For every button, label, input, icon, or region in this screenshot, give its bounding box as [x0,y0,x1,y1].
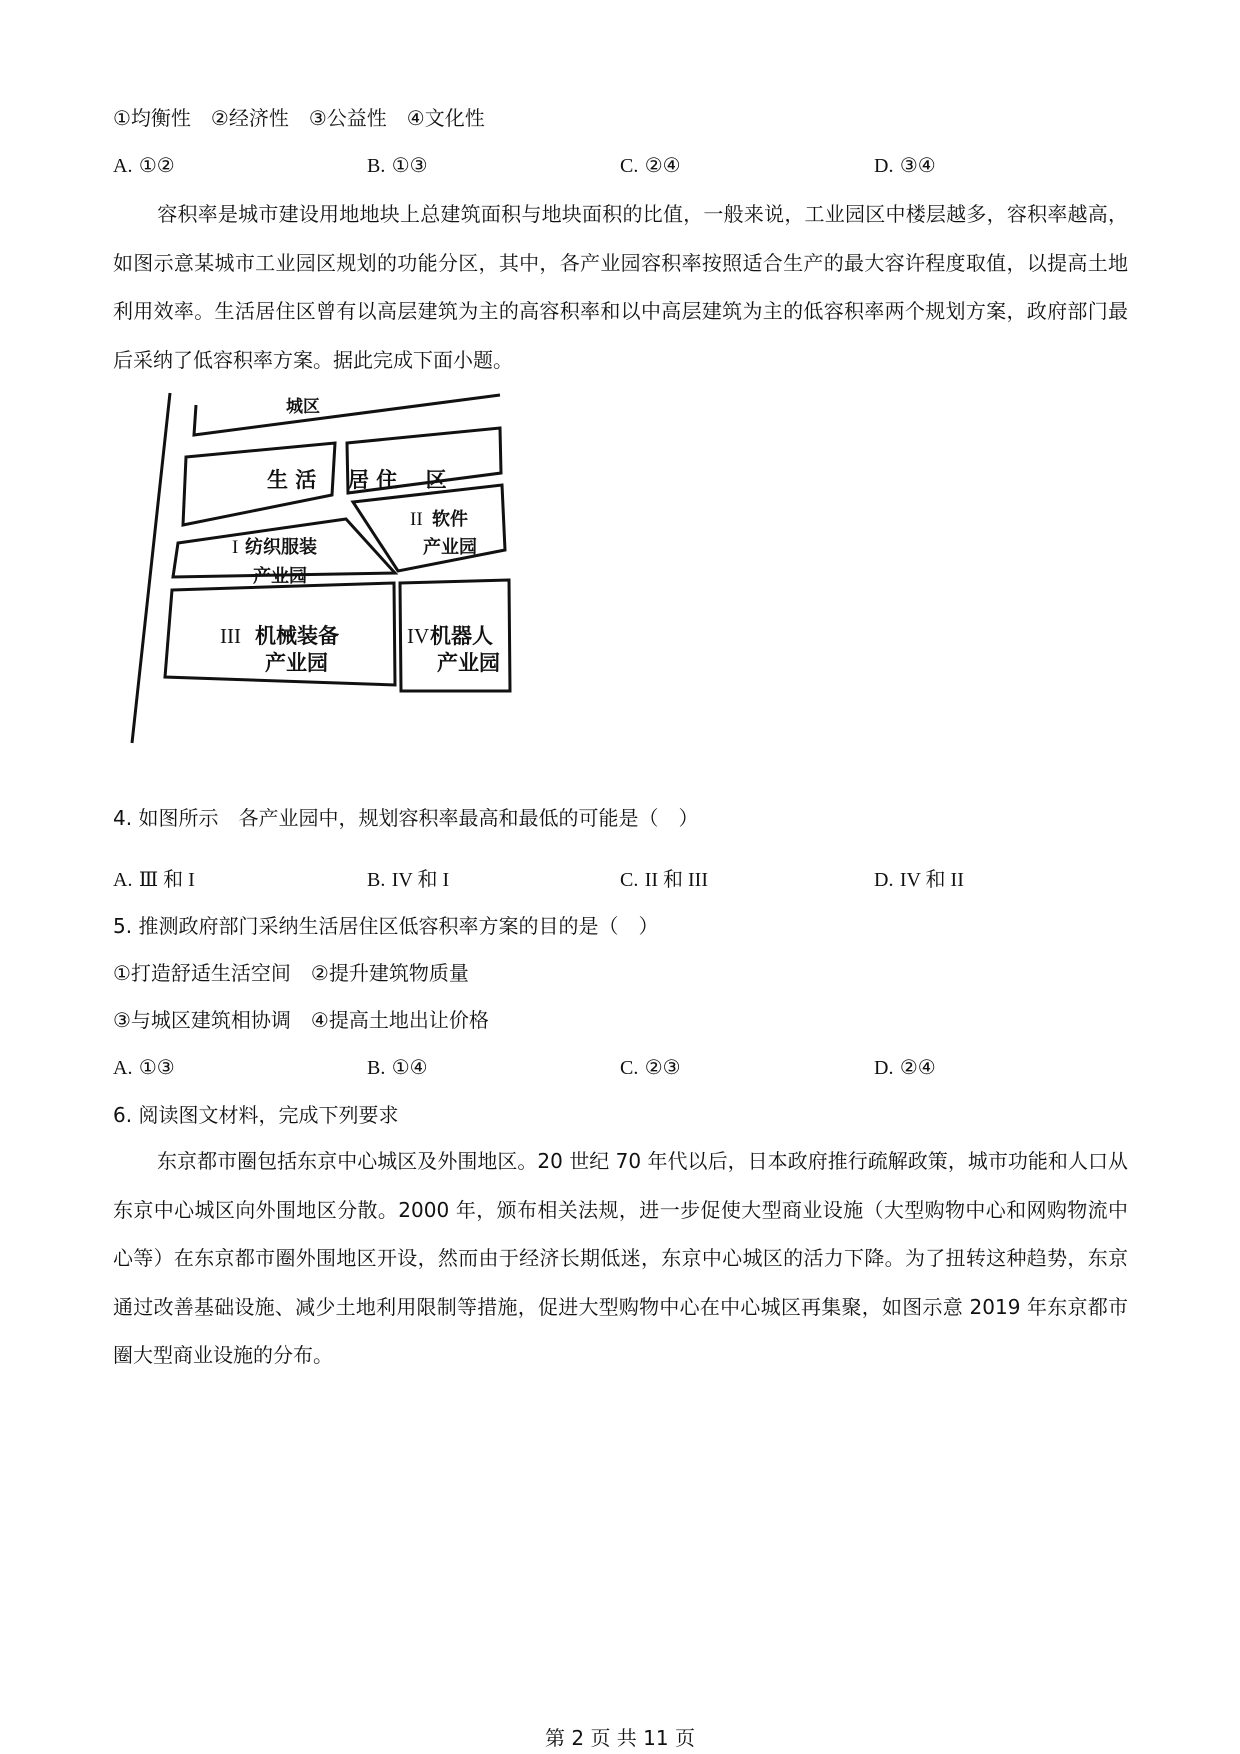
q5-option-b: B. ①④ [367,1055,428,1079]
industrial-park-diagram [110,385,530,745]
q6-stem: 6. 阅读图文材料，完成下列要求 [113,1103,399,1127]
q5-option-d: D. ②④ [874,1055,936,1079]
park-3-sub: 产业园 [265,651,328,675]
park-2-name: 软件 [432,509,468,530]
park-2-number: II [410,509,423,530]
q5-statements-2: ③与城区建筑相协调 ④提高土地出让价格 [113,1008,489,1032]
park-4-number: IV [407,624,430,648]
option-b: B. ①③ [367,153,428,177]
q4-option-a: A. Ⅲ 和 I [113,869,195,891]
park-3-name: 机械装备 [255,624,339,648]
q5-option-a: A. ①③ [113,1055,175,1079]
option-a: A. ①② [113,153,175,177]
q4-option-b: B. IV 和 I [367,869,450,891]
q6-material: 东京都市圈包括东京中心城区及外围地区。20 世纪 70 年代以后，日本政府推行疏解政策，城市功能和人口从东京中心城区向外围地区分散。2000 年，颁布相关法规，进一步促使大型商业设施（大型购物中心和网购物流中心等）在东京都市圈外围地区开设，然而由于经济长期低迷，东京中心城区的活力下降。为了扭转这种趋势，东京通过改善基础设施、减少土地利用限制等措施，促进大型购物中心在中心城区再集聚，如图示意 2019 年东京都市圈大型商业设施的分布。 [113,1149,1128,1367]
q5-option-c: C. ②③ [620,1055,681,1079]
park-4-sub: 产业园 [437,651,500,675]
residential-label-right: 居 住 区 [348,468,447,492]
prev-question-statements: ①均衡性 ②经济性 ③公益性 ④文化性 [113,106,485,130]
page-footer: 第 2 页 共 11 页 [545,1726,695,1750]
q4-stem: 4. 如图所示 各产业园中，规划容积率最高和最低的可能是（ ） [113,806,699,830]
q5-stem: 5. 推测政府部门采纳生活居住区低容积率方案的目的是（ ） [113,914,659,938]
option-c: C. ②④ [620,153,681,177]
q4-option-c: C. II 和 III [620,869,709,891]
q5-statements-1: ①打造舒适生活空间 ②提升建筑物质量 [113,961,469,985]
residential-label-left: 生 活 [267,468,317,492]
park-1-sub: 产业园 [253,566,307,587]
city-label: 城区 [286,397,320,417]
park-1-name: 纺织服装 [245,537,317,558]
park-3-number: III [220,624,241,648]
q4-option-d: D. IV 和 II [874,869,964,891]
road-line [132,393,170,743]
park-1-number: I [232,537,239,558]
material-paragraph-1: 容积率是城市建设用地地块上总建筑面积与地块面积的比值，一般来说，工业园区中楼层越多，容积率越高，如图示意某城市工业园区规划的功能分区，其中，各产业园容积率按照适合生产的最大容许程度取值，以提高土地利用效率。生活居住区曾有以高层建筑为主的高容积率和以中高层建筑为主的低容积率两个规划方案，政府部门最后采纳了低容积率方案。据此完成下面小题。 [113,202,1128,372]
park-4-name: 机器人 [430,624,493,648]
park-2-sub: 产业园 [423,537,477,558]
city-boundary [194,395,500,435]
option-d: D. ③④ [874,153,936,177]
